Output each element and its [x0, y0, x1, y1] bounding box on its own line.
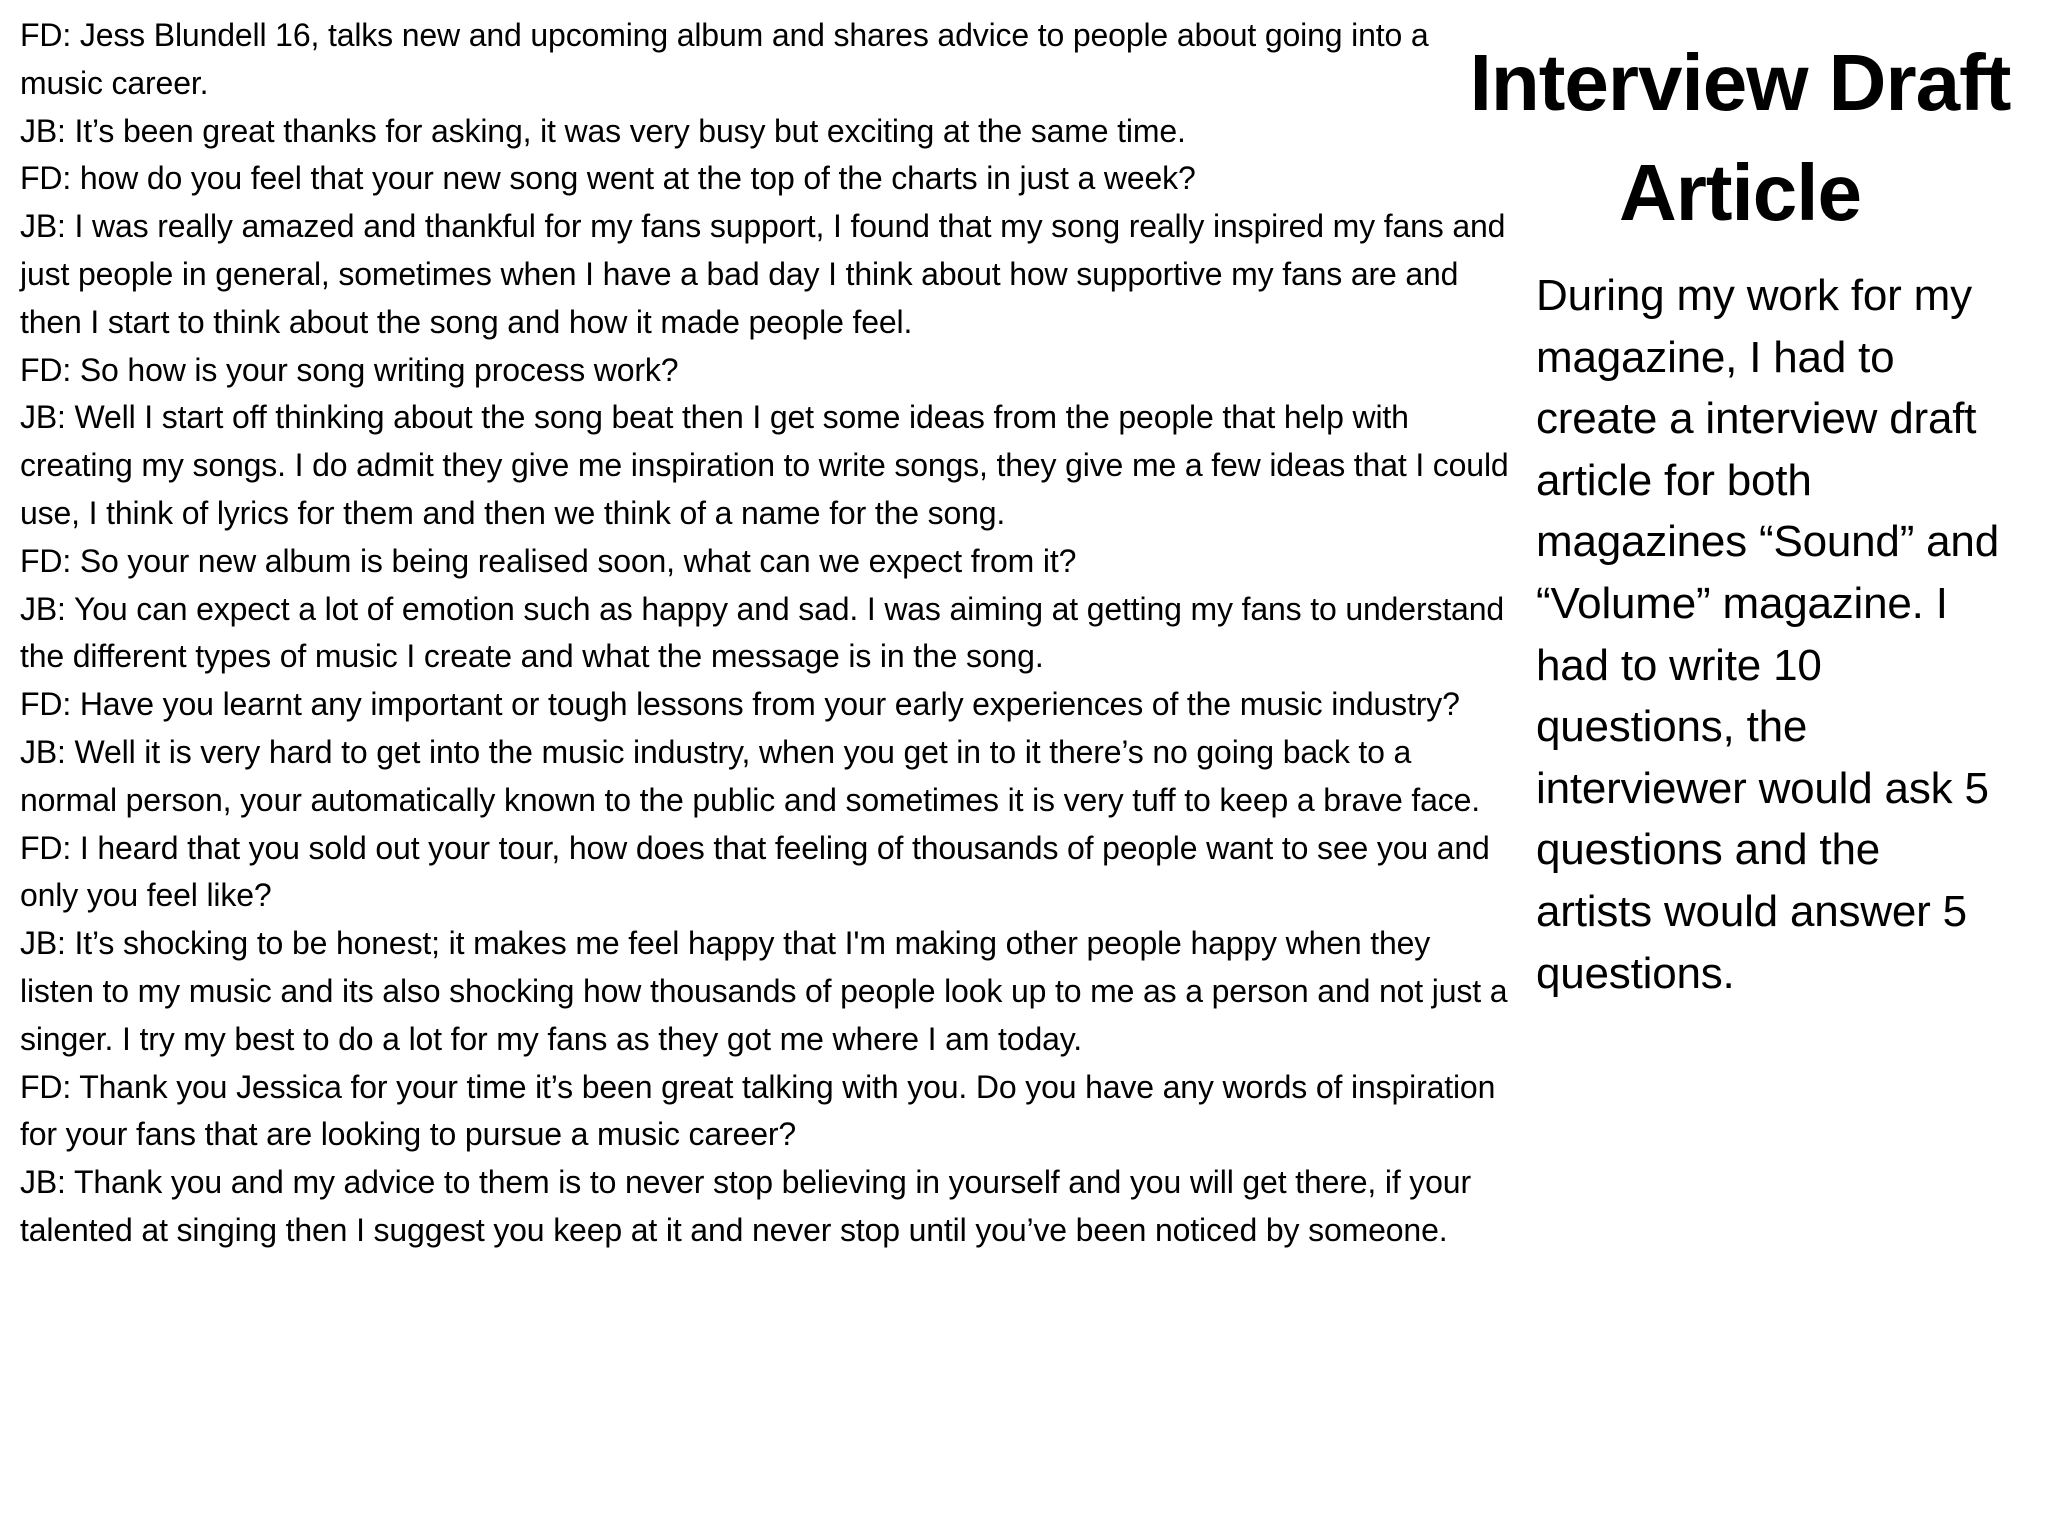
interview-paragraph: JB: I was really amazed and thankful for my fans support, I found that my song really inspired my fans and just people in general, sometimes when I have a bad day I think about how supportive my fans are and then I start to think about the song and how it made people feel.: [20, 208, 1506, 340]
interview-paragraph: FD: So your new album is being realised soon, what can we expect from it?: [20, 542, 1077, 579]
interview-paragraph: FD: I heard that you sold out your tour, how does that feeling of thousands of people want to see you and only you feel like?: [20, 829, 1490, 914]
interview-paragraph: JB: It’s been great thanks for asking, it was very busy but exciting at the same time.: [20, 112, 1186, 149]
interview-paragraph: FD: how do you feel that your new song went at the top of the charts in just a week?: [20, 160, 1196, 197]
interview-paragraph: JB: You can expect a lot of emotion such as happy and sad. I was aiming at getting my fans to understand the different types of music I create and what the message is in the song.: [20, 590, 1504, 675]
interview-transcript: [20, 12, 1510, 1255]
description-text: During my work for my magazine, I had to create a interview draft article for both magazines “Sound” and “Volume” magazine. I had to write 10 questions, the interviewer would ask 5 questions and the artists would answer 5 questions.: [1536, 271, 1999, 998]
interview-paragraph: JB: Well it is very hard to get into the music industry, when you get in to it there’s no going back to a normal person, your automatically known to the public and sometimes it is very tuff to keep a brave face.: [20, 733, 1480, 818]
interview-paragraph: FD: So how is your song writing process work?: [20, 351, 679, 388]
interview-paragraph: FD: Thank you Jessica for your time it’s been great talking with you. Do you have any words of inspiration for your fans that are looking to pursue a music career?: [20, 1068, 1496, 1153]
interview-paragraph: JB: Thank you and my advice to them is to never stop believing in yourself and you will get there, if your talented at singing then I suggest you keep at it and never stop until you’ve been noticed by someone.: [20, 1164, 1471, 1248]
interview-paragraph: FD: Have you learnt any important or tough lessons from your early experiences of the music industry?: [20, 686, 1460, 723]
interview-paragraph: JB: It’s shocking to be honest; it makes me feel happy that I'm making other people happy when they listen to my music and its also shocking how thousands of people look up to me as a person and not just a singer. I try my best to do a lot for my fans as they got me where I am today.: [20, 925, 1508, 1057]
interview-paragraph: FD: Jess Blundell 16, talks new and upcoming album and shares advice to people about going into a music career.: [20, 17, 1429, 101]
page-title: Interview Draft Article: [1469, 38, 2011, 237]
interview-paragraph: JB: Well I start off thinking about the song beat then I get some ideas from the people that help with creating my songs. I do admit they give me inspiration to write songs, they give me a few ideas that I could use, I think of lyrics for them and then we think of a name for the song.: [20, 399, 1509, 531]
